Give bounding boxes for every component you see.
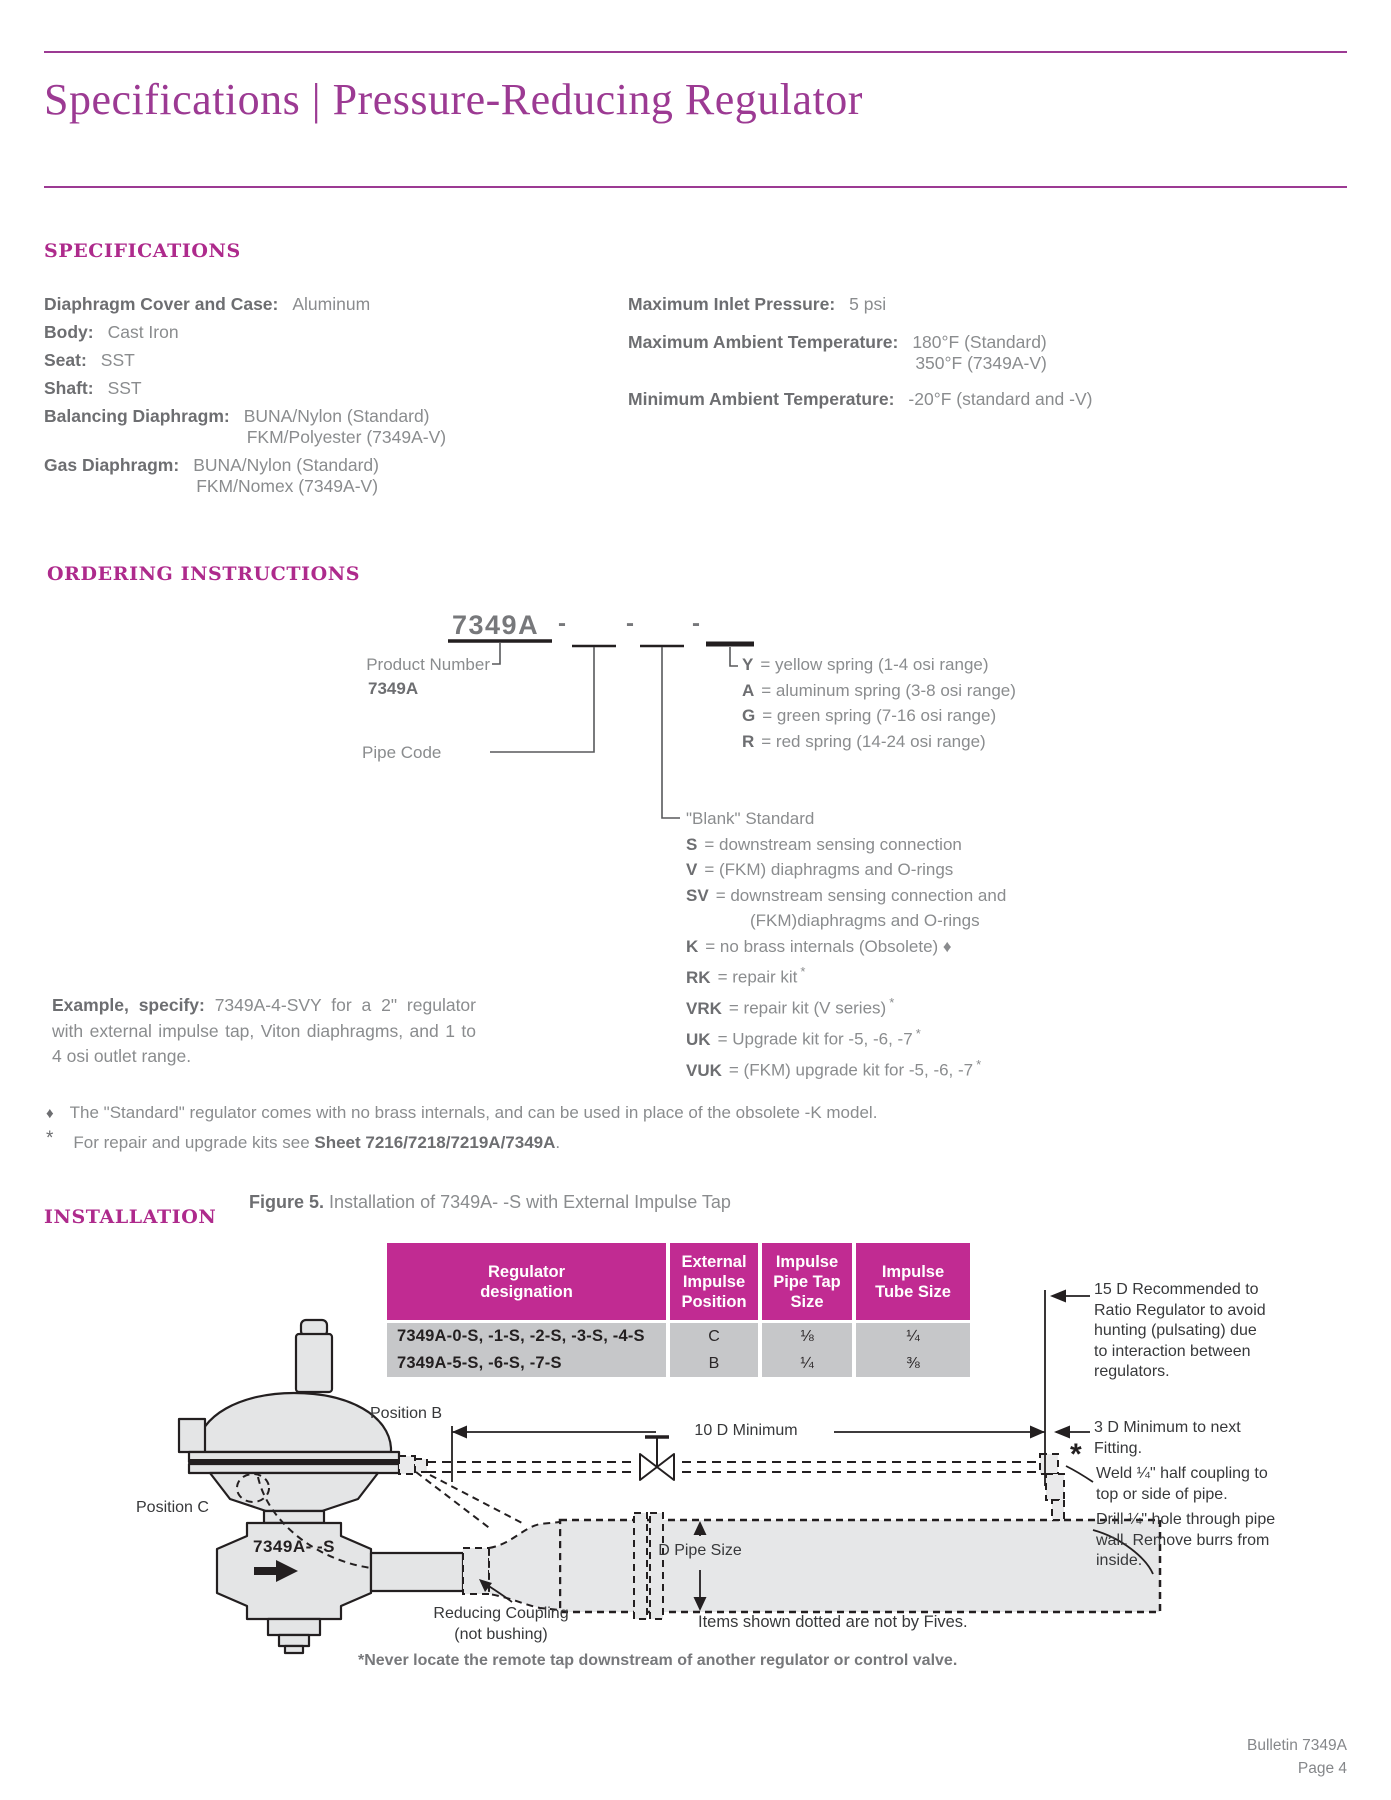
header-rule-top (44, 51, 1347, 53)
valve-icon (632, 1437, 680, 1480)
spec-label: Body: (44, 322, 94, 342)
footnote-marker: * (889, 995, 895, 1011)
option-code: VUK (686, 1061, 722, 1081)
page-number: Page 4 (1297, 1760, 1347, 1777)
diamond-icon: ♦ (46, 1105, 54, 1122)
example-text: 7349A-4-SVY for a 2" regulator with external impulse tap, Viton diaphragms, and 1 to 4 osi outlet range. (52, 995, 476, 1066)
option-code: Y (742, 655, 754, 674)
list-item (686, 934, 1006, 960)
bulletin-number: Bulletin 7349A (1247, 1737, 1347, 1754)
option-desc: = downstream sensing connection and (715, 885, 1007, 905)
list-item (686, 908, 1006, 934)
footnote-marker: * (976, 1057, 982, 1073)
option-code: VRK (686, 998, 722, 1018)
note-drill: Drill ¼" hole through pipe wall. Remove burrs from inside. (1096, 1511, 1276, 1569)
cell-designation: 7349A-5-S, -6-S, -7-S (387, 1350, 666, 1377)
option-code: SV (686, 885, 709, 905)
figure-caption (249, 1192, 731, 1213)
list-item (686, 883, 1006, 909)
spec-column-right (628, 294, 1092, 417)
option-desc: = yellow spring (1-4 osi range) (760, 655, 989, 674)
spec-row (44, 294, 446, 315)
example-label: Example, specify: (52, 995, 205, 1015)
spec-value: 350°F (7349A-V) (915, 353, 1047, 373)
cell-position: C (670, 1323, 758, 1350)
footnote-diamond (46, 1103, 877, 1123)
footnote-text: For repair and upgrade kits see (73, 1133, 315, 1152)
list-item (742, 652, 1016, 678)
option-desc: = Upgrade kit for -5, -6, -7 (717, 1029, 913, 1049)
position-c-label: Position C (136, 1499, 209, 1516)
spec-label: Minimum Ambient Temperature: (628, 389, 895, 409)
spec-column-left (44, 294, 446, 504)
dim-10d-label: 10 D Minimum (694, 1422, 798, 1439)
specifications-heading: SPECIFICATIONS (44, 240, 241, 262)
diagram-asterisk: * (1070, 1438, 1082, 1471)
spec-row (44, 322, 446, 343)
spec-label: Maximum Ambient Temperature: (628, 332, 899, 352)
option-code: UK (686, 1029, 711, 1049)
column-header: Regulator designation (387, 1243, 666, 1320)
spec-value: FKM/Polyester (7349A-V) (246, 427, 447, 447)
suffix-options-list (686, 806, 1006, 1084)
cell-tube-size: ⅜ (856, 1350, 970, 1377)
flange-band (189, 1459, 399, 1463)
option-desc: = (FKM) upgrade kit for -5, -6, -7 (728, 1061, 974, 1081)
column-header: Impulse Tube Size (856, 1243, 970, 1320)
option-desc: = repair kit (717, 967, 798, 987)
option-desc: = downstream sensing connection (704, 834, 962, 854)
product-number-value: 7349A (368, 679, 419, 698)
reducing-coupling-label: Reducing Coupling (not bushing) (433, 1605, 569, 1643)
dotted-piping (237, 1454, 1160, 1619)
spec-label: Gas Diaphragm: (44, 455, 180, 475)
spec-row (44, 350, 446, 371)
spec-value: SST (107, 378, 142, 398)
product-number-label: Product Number (366, 655, 490, 674)
list-item (686, 806, 1006, 832)
footnote-text: The "Standard" regulator comes with no brass internals, and can be used in place of the obsolete -K model. (69, 1103, 878, 1122)
spec-label: Maximum Inlet Pressure: (628, 294, 836, 314)
list-item (686, 832, 1006, 858)
installation-heading: INSTALLATION (44, 1206, 217, 1228)
footnote-marker: * (915, 1026, 921, 1042)
spec-row (628, 294, 1092, 315)
list-item (742, 729, 1016, 755)
page-footer (1247, 1734, 1347, 1780)
ordering-model-number: 7349A (452, 610, 540, 640)
footnote-marker: * (800, 964, 806, 979)
option-desc: = no brass internals (Obsolete) ♦ (705, 936, 952, 956)
spec-value: FKM/Nomex (7349A-V) (196, 476, 379, 496)
ordering-dash: - (626, 610, 634, 637)
note-weld: Weld ¼" half coupling to top or side of pipe. (1096, 1465, 1268, 1503)
spec-row (628, 332, 1092, 374)
footnote-star (46, 1128, 561, 1154)
spec-value: BUNA/Nylon (Standard) (193, 455, 379, 475)
footnote-sheet-ref: Sheet 7216/7218/7219A/7349A (314, 1133, 556, 1152)
spec-row (44, 455, 446, 497)
option-code: K (686, 936, 699, 956)
list-item (686, 959, 1006, 990)
spec-row (44, 406, 446, 448)
list-item (686, 990, 1006, 1021)
page-title: Specifications | Pressure-Reducing Regulator (44, 75, 863, 124)
cell-position: B (670, 1350, 758, 1377)
cell-tap-size: ¼ (762, 1350, 852, 1377)
list-item (742, 678, 1016, 704)
spec-row (44, 378, 446, 399)
cell-designation: 7349A-0-S, -1-S, -2-S, -3-S, -4-S (387, 1323, 666, 1350)
column-header: External Impulse Position (670, 1243, 758, 1320)
asterisk-icon: * (46, 1128, 54, 1149)
option-code: R (742, 731, 755, 751)
list-item (686, 1021, 1006, 1052)
list-item (742, 703, 1016, 729)
option-code: S (686, 834, 698, 854)
figure-caption-text: Installation of 7349A- -S with External Impulse Tap (324, 1192, 731, 1212)
option-code: G (742, 706, 756, 725)
option-desc: = green spring (7-16 osi range) (762, 706, 997, 725)
spec-label: Diaphragm Cover and Case: (44, 294, 279, 314)
regulator-model-label: 7349A- -S (253, 1537, 335, 1556)
items-dotted-note: Items shown dotted are not by Fives. (698, 1613, 968, 1631)
option-desc: = red spring (14-24 osi range) (761, 731, 986, 751)
cell-tube-size: ¼ (856, 1323, 970, 1350)
option-desc: = repair kit (V series) (728, 998, 887, 1018)
ordering-dash: - (692, 610, 700, 637)
spring-options-list (742, 652, 1016, 754)
note-15d: 15 D Recommended to Ratio Regulator to avoid hunting (pulsating) due to interaction between regulators. (1094, 1281, 1266, 1380)
option-code: V (686, 860, 698, 879)
spec-row (628, 389, 1092, 410)
option-desc: = (FKM) diaphragms and O-rings (704, 860, 954, 879)
spec-value: 5 psi (849, 294, 887, 314)
ordering-dash: - (558, 610, 566, 637)
pipe-code-label: Pipe Code (362, 743, 442, 762)
ordering-heading: ORDERING INSTRUCTIONS (47, 563, 361, 585)
spec-value: BUNA/Nylon (Standard) (243, 406, 430, 426)
column-header: Impulse Pipe Tap Size (762, 1243, 852, 1320)
cell-tap-size: ⅛ (762, 1323, 852, 1350)
spec-value: 180°F (Standard) (912, 332, 1047, 352)
d-pipe-size-label: D Pipe Size (658, 1542, 742, 1559)
spec-label: Seat: (44, 350, 87, 370)
header-rule-bottom (44, 186, 1347, 188)
spec-value: SST (100, 350, 135, 370)
spec-value: -20°F (standard and -V) (908, 389, 1093, 409)
option-desc: (FKM)diaphragms and O-rings (750, 911, 980, 930)
spec-value: Aluminum (292, 294, 371, 314)
option-desc: = aluminum spring (3-8 osi range) (761, 680, 1016, 700)
position-b-label: Position B (370, 1405, 443, 1422)
footnote-text: . (555, 1133, 561, 1152)
option-desc: "Blank" Standard (686, 809, 815, 828)
list-item (686, 1052, 1006, 1083)
note-3d: 3 D Minimum to next Fitting. (1094, 1419, 1241, 1457)
spec-value: Cast Iron (107, 322, 179, 342)
option-code: A (742, 680, 755, 700)
spec-label: Shaft: (44, 378, 94, 398)
list-item (686, 857, 1006, 883)
ordering-example (52, 993, 476, 1070)
spec-label: Balancing Diaphragm: (44, 406, 230, 426)
option-code: RK (686, 967, 711, 987)
figure-label: Figure 5. (249, 1192, 325, 1212)
remote-tap-warning: *Never locate the remote tap downstream of another regulator or control valve. (358, 1652, 958, 1669)
